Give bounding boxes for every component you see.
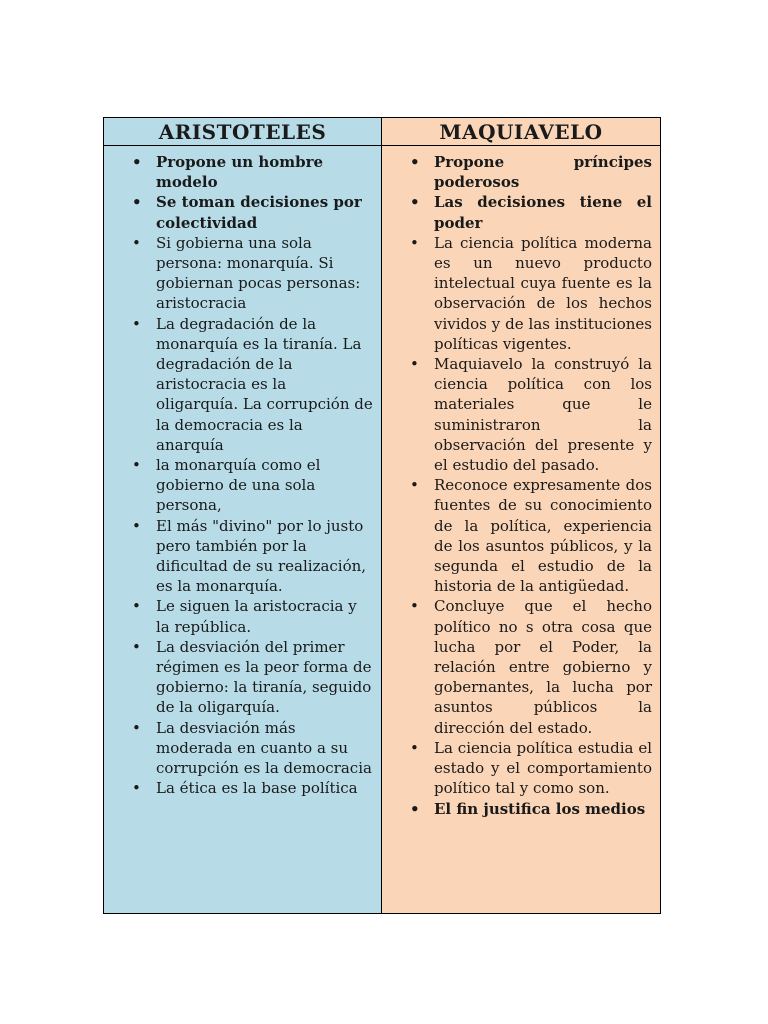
list-item: • Las decisiones tiene el poder xyxy=(434,192,652,232)
aristoteles-column xyxy=(104,146,382,913)
list-item: • Se toman decisiones por colectividad xyxy=(156,192,373,232)
list-item: • La ciencia política estudia el estado y el comportamiento político tal y como son. xyxy=(434,738,652,799)
list-item: • la monarquía como el gobierno de una sola persona, xyxy=(156,455,373,516)
list-item: • Reconoce expresamente dos fuentes de su conocimiento de la política, experiencia de los asuntos públicos, y la segunda el estudio de la historia de la antigüedad. xyxy=(434,475,652,596)
header-row xyxy=(104,118,660,146)
comparison-table xyxy=(103,117,661,914)
body-row xyxy=(104,146,660,913)
list-item: • La desviación más moderada en cuanto a su corrupción es la democracia xyxy=(156,718,373,779)
list-item: • El más "divino" por lo justo pero también por la dificultad de su realización, es la monarquía. xyxy=(156,516,373,597)
maquiavelo-list xyxy=(382,146,660,819)
list-item: • Concluye que el hecho político no s otra cosa que lucha por el Poder, la relación entre gobierno y gobernantes, la lucha por asuntos públicos la dirección del estado. xyxy=(434,596,652,737)
list-item: • Propone un hombre modelo xyxy=(156,152,373,192)
list-item: • El fin justifica los medios xyxy=(434,799,652,819)
list-item: • La degradación de la monarquía es la tiranía. La degradación de la aristocracia es la oligarquía. La corrupción de la democracia es la anarquía xyxy=(156,314,373,455)
list-item: • Propone príncipes poderosos xyxy=(434,152,652,192)
list-item: • La ética es la base política xyxy=(156,778,373,798)
list-item: • Maquiavelo la construyó la ciencia política con los materiales que le suministraron la observación del presente y el estudio del pasado. xyxy=(434,354,652,475)
list-item: • Le siguen la aristocracia y la república. xyxy=(156,596,373,636)
list-item: • Si gobierna una sola persona: monarquía. Si gobiernan pocas personas: aristocracia xyxy=(156,233,373,314)
header-maquiavelo: MAQUIAVELO xyxy=(382,118,660,145)
list-item: • La ciencia política moderna es un nuevo producto intelectual cuya fuente es la observación de los hechos vividos y de las instituciones políticas vigentes. xyxy=(434,233,652,354)
header-aristoteles: ARISTOTELES xyxy=(104,118,382,145)
list-item: • La desviación del primer régimen es la peor forma de gobierno: la tiranía, seguido de la oligarquía. xyxy=(156,637,373,718)
aristoteles-list xyxy=(104,146,381,799)
maquiavelo-column xyxy=(382,146,660,913)
